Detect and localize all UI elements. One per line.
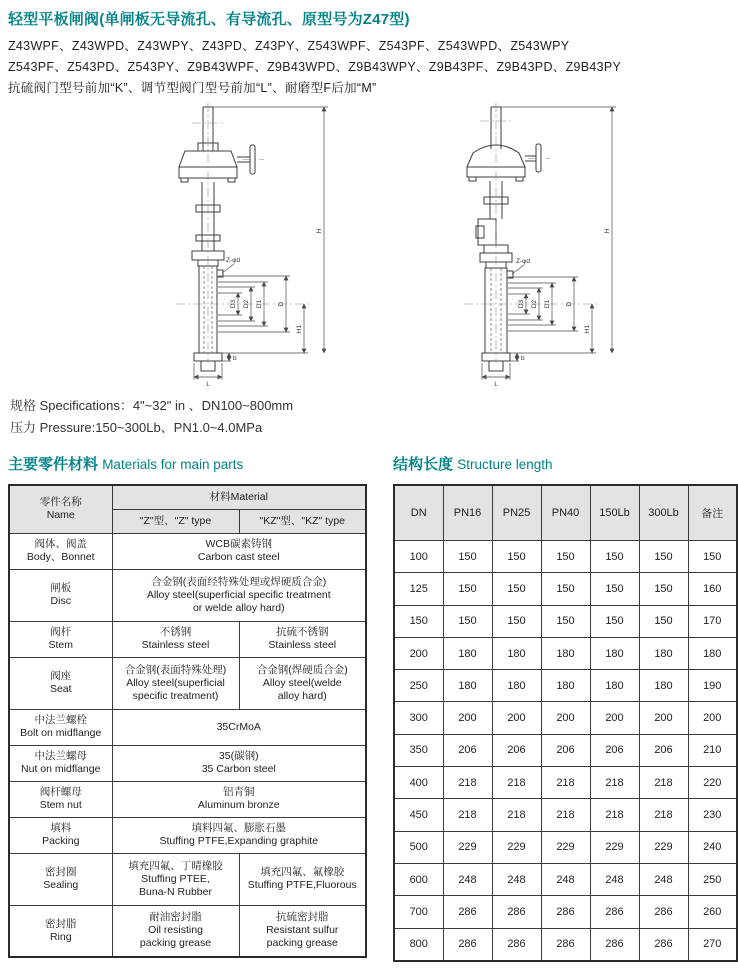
materials-section [8, 453, 367, 962]
structure-value-cell: 160 [688, 573, 737, 605]
structure-value-cell: 180 [492, 670, 541, 702]
materials-row [9, 817, 366, 853]
materials-row [9, 781, 366, 817]
structure-value-cell: 248 [492, 863, 541, 895]
structure-value-cell: 206 [639, 734, 688, 766]
part-name-cell: 中法兰螺栓 Bolt on midflange [9, 709, 112, 745]
part-name-cell: 填料 Packing [9, 817, 112, 853]
structure-value-cell: 270 [688, 928, 737, 961]
structure-value-cell: 180 [590, 670, 639, 702]
valve-drawing-2 [426, 101, 676, 387]
part-name-cell: 中法兰螺母 Nut on midflange [9, 745, 112, 781]
structure-value-cell: 229 [639, 831, 688, 863]
structure-table [393, 484, 738, 962]
structure-value-cell: 200 [639, 702, 688, 734]
structure-value-cell: 218 [541, 767, 590, 799]
dim-d2: D2 [531, 299, 538, 309]
structure-row [394, 573, 737, 605]
structure-value-cell: 300 [394, 702, 443, 734]
structure-row [394, 831, 737, 863]
material-cell: 合金钢(表面特殊处理) Alloy steel(superficial specific treatment) [112, 657, 239, 709]
structure-value-cell: 206 [541, 734, 590, 766]
structure-col-header: PN25 [492, 485, 541, 541]
col-header-part-name: 零件名称 Name [9, 485, 112, 533]
structure-value-cell: 286 [443, 896, 492, 928]
dim-h: H [316, 228, 323, 234]
dim-d2: D2 [243, 299, 250, 309]
materials-table [8, 484, 367, 958]
dimension-labels [494, 228, 611, 387]
structure-value-cell: 150 [541, 573, 590, 605]
material-cell: 填充四氟、氟橡胶 Stuffing PTFE,Fluorous [239, 853, 366, 905]
structure-value-cell: 200 [688, 702, 737, 734]
structure-value-cell: 150 [443, 573, 492, 605]
structure-value-cell: 206 [443, 734, 492, 766]
dim-h1: H1 [584, 324, 591, 334]
materials-header-row-1 [9, 485, 366, 509]
structure-row [394, 799, 737, 831]
structure-value-cell: 600 [394, 863, 443, 895]
structure-value-cell: 218 [443, 799, 492, 831]
structure-value-cell: 248 [590, 863, 639, 895]
dim-d3: D3 [518, 299, 525, 309]
part-name-cell: 阀杆螺母 Stem nut [9, 781, 112, 817]
structure-value-cell: 800 [394, 928, 443, 961]
structure-value-cell: 180 [443, 637, 492, 669]
structure-value-cell: 180 [492, 637, 541, 669]
dim-d: D [278, 301, 285, 307]
structure-value-cell: 218 [541, 799, 590, 831]
material-cell: WCB碳素铸钢 Carbon cast steel [112, 533, 366, 569]
structure-col-header: 150Lb [590, 485, 639, 541]
materials-row [9, 853, 366, 905]
dim-l: L [494, 381, 498, 387]
material-cell: 抗硫密封脂 Resistant sulfur packing grease [239, 905, 366, 957]
structure-value-cell: 180 [639, 637, 688, 669]
structure-value-cell: 286 [443, 928, 492, 961]
valve-drawing-1 [138, 101, 388, 387]
structure-value-cell: 150 [639, 541, 688, 573]
structure-value-cell: 150 [541, 541, 590, 573]
col-header-material: 材料Material [112, 485, 366, 509]
col-header-z-type: "Z"型、"Z" type [112, 509, 239, 533]
structure-value-cell: 240 [688, 831, 737, 863]
material-cell: 35(碳钢) 35 Carbon steel [112, 745, 366, 781]
material-cell: 35CrMoA [112, 709, 366, 745]
structure-header-row [394, 485, 737, 541]
structure-value-cell: 150 [492, 541, 541, 573]
structure-value-cell: 218 [492, 799, 541, 831]
structure-length-section [393, 453, 738, 962]
model-list-line2: Z543PF、Z543PD、Z543PY、Z9B43WPF、Z9B43WPD、Z9B43WPY、Z9B43PF、Z9B43PD、Z9B43PY [8, 60, 622, 74]
structure-row [394, 637, 737, 669]
part-name-cell: 密封脂 Ring [9, 905, 112, 957]
dim-b: b [521, 355, 525, 362]
structure-value-cell: 210 [688, 734, 737, 766]
part-name-cell: 阀座 Seat [9, 657, 112, 709]
materials-title-cn: 主要零件材料 [8, 456, 99, 473]
material-cell: 不锈钢 Stainless steel [112, 621, 239, 657]
materials-row [9, 745, 366, 781]
structure-value-cell: 180 [688, 637, 737, 669]
structure-value-cell: 260 [688, 896, 737, 928]
dim-b: b [233, 355, 237, 362]
structure-value-cell: 250 [394, 670, 443, 702]
material-cell: 抗硫不锈钢 Stainless steel [239, 621, 366, 657]
part-name-cell: 密封圈 Sealing [9, 853, 112, 905]
structure-value-cell: 150 [394, 605, 443, 637]
materials-row [9, 569, 366, 621]
materials-row [9, 905, 366, 957]
dim-d3: D3 [230, 299, 237, 309]
structure-value-cell: 218 [590, 799, 639, 831]
structure-value-cell: 218 [639, 767, 688, 799]
material-cell: 耐油密封脂 Oil resisting packing grease [112, 905, 239, 957]
structure-value-cell: 218 [443, 767, 492, 799]
structure-value-cell: 218 [639, 799, 688, 831]
structure-value-cell: 200 [394, 637, 443, 669]
material-cell: 填充四氟、丁晴橡胶 Stuffing PTEE, Buna-N Rubber [112, 853, 239, 905]
structure-value-cell: 350 [394, 734, 443, 766]
material-cell: 合金钢(焊硬质合金) Alloy steel(welde alloy hard) [239, 657, 366, 709]
structure-row [394, 896, 737, 928]
spec-size-line: 规格 Specifications：4"~32" in 、DN100~800mm [10, 398, 294, 413]
page-title: 轻型平板闸阀(单闸板无导流孔、有导流孔、原型号为Z47型) [8, 11, 410, 28]
material-cell: 铝青铜 Aluminum bronze [112, 781, 366, 817]
structure-value-cell: 150 [590, 605, 639, 637]
structure-value-cell: 286 [541, 896, 590, 928]
structure-title-cn: 结构长度 [393, 456, 454, 473]
structure-value-cell: 180 [443, 670, 492, 702]
technical-drawings [0, 101, 738, 387]
structure-value-cell: 206 [590, 734, 639, 766]
structure-col-header: DN [394, 485, 443, 541]
structure-col-header: PN16 [443, 485, 492, 541]
page-header [0, 0, 738, 99]
structure-value-cell: 286 [492, 896, 541, 928]
structure-value-cell: 125 [394, 573, 443, 605]
dim-h: H [604, 228, 611, 234]
structure-value-cell: 450 [394, 799, 443, 831]
structure-col-header: PN40 [541, 485, 590, 541]
structure-value-cell: 180 [541, 637, 590, 669]
structure-value-cell: 248 [639, 863, 688, 895]
structure-value-cell: 286 [590, 896, 639, 928]
structure-row [394, 863, 737, 895]
structure-value-cell: 700 [394, 896, 443, 928]
structure-value-cell: 200 [492, 702, 541, 734]
model-list-line1: Z43WPF、Z43WPD、Z43WPY、Z43PD、Z43PY、Z543WPF、Z543PF、Z543WPD、Z543WPY [8, 39, 570, 53]
dim-h1: H1 [296, 324, 303, 334]
structure-value-cell: 150 [688, 541, 737, 573]
structure-value-cell: 150 [590, 541, 639, 573]
specifications-block [0, 395, 738, 439]
structure-row [394, 734, 737, 766]
structure-value-cell: 100 [394, 541, 443, 573]
structure-row [394, 702, 737, 734]
structure-value-cell: 286 [639, 928, 688, 961]
part-name-cell: 阀杆 Stem [9, 621, 112, 657]
structure-value-cell: 248 [541, 863, 590, 895]
material-cell: 填料四氟、膨胀石墨 Stuffing PTFE,Expanding graphite [112, 817, 366, 853]
dim-bolt-circle: Z-φd [516, 258, 530, 265]
structure-value-cell: 150 [541, 605, 590, 637]
structure-value-cell: 150 [443, 605, 492, 637]
part-name-cell: 阀体、阀盖 Body、Bonnet [9, 533, 112, 569]
dim-l: L [206, 381, 210, 387]
structure-value-cell: 180 [590, 637, 639, 669]
structure-row [394, 928, 737, 961]
structure-value-cell: 150 [590, 573, 639, 605]
structure-value-cell: 150 [492, 573, 541, 605]
structure-value-cell: 150 [492, 605, 541, 637]
dim-d1: D1 [256, 299, 263, 309]
structure-value-cell: 180 [541, 670, 590, 702]
structure-value-cell: 500 [394, 831, 443, 863]
valve-outline [467, 107, 541, 371]
col-header-kz-type: "KZ"型、"KZ" type [239, 509, 366, 533]
dim-d: D [566, 301, 573, 307]
structure-value-cell: 200 [590, 702, 639, 734]
materials-row [9, 657, 366, 709]
structure-row [394, 605, 737, 637]
structure-value-cell: 190 [688, 670, 737, 702]
structure-value-cell: 229 [443, 831, 492, 863]
dim-bolt-circle: Z-φd [226, 257, 240, 264]
structure-value-cell: 229 [541, 831, 590, 863]
structure-row [394, 670, 737, 702]
materials-row [9, 709, 366, 745]
structure-value-cell: 400 [394, 767, 443, 799]
structure-value-cell: 250 [688, 863, 737, 895]
structure-value-cell: 200 [443, 702, 492, 734]
material-cell: 合金钢(表面经特殊处理或焊硬质合金) Alloy steel(superficial specific treatment or welde alloy hard) [112, 569, 366, 621]
part-name-cell: 闸板 Disc [9, 569, 112, 621]
structure-value-cell: 286 [590, 928, 639, 961]
materials-section-title [8, 453, 367, 474]
structure-value-cell: 286 [492, 928, 541, 961]
structure-section-title [393, 453, 738, 474]
structure-value-cell: 218 [492, 767, 541, 799]
structure-value-cell: 180 [639, 670, 688, 702]
spec-pressure-line: 压力 Pressure:150~300Lb、PN1.0~4.0MPa [10, 420, 263, 435]
structure-value-cell: 230 [688, 799, 737, 831]
structure-value-cell: 229 [492, 831, 541, 863]
structure-row [394, 767, 737, 799]
materials-row [9, 621, 366, 657]
structure-value-cell: 286 [639, 896, 688, 928]
structure-value-cell: 229 [590, 831, 639, 863]
structure-value-cell: 248 [443, 863, 492, 895]
structure-value-cell: 286 [541, 928, 590, 961]
structure-col-header: 300Lb [639, 485, 688, 541]
structure-title-en: Structure length [457, 457, 553, 472]
structure-row [394, 541, 737, 573]
dim-d1: D1 [544, 299, 551, 309]
structure-value-cell: 150 [639, 605, 688, 637]
materials-title-en: Materials for main parts [102, 457, 244, 472]
structure-value-cell: 206 [492, 734, 541, 766]
valve-outline [179, 107, 255, 371]
structure-value-cell: 200 [541, 702, 590, 734]
structure-value-cell: 218 [590, 767, 639, 799]
structure-value-cell: 170 [688, 605, 737, 637]
structure-value-cell: 220 [688, 767, 737, 799]
model-suffix-note: 抗硫阀门型号前加“K”、调节型阀门型号前加“L”、耐磨型F后加“M” [8, 81, 377, 95]
structure-col-header: 备注 [688, 485, 737, 541]
structure-value-cell: 150 [443, 541, 492, 573]
structure-value-cell: 150 [639, 573, 688, 605]
materials-row [9, 533, 366, 569]
